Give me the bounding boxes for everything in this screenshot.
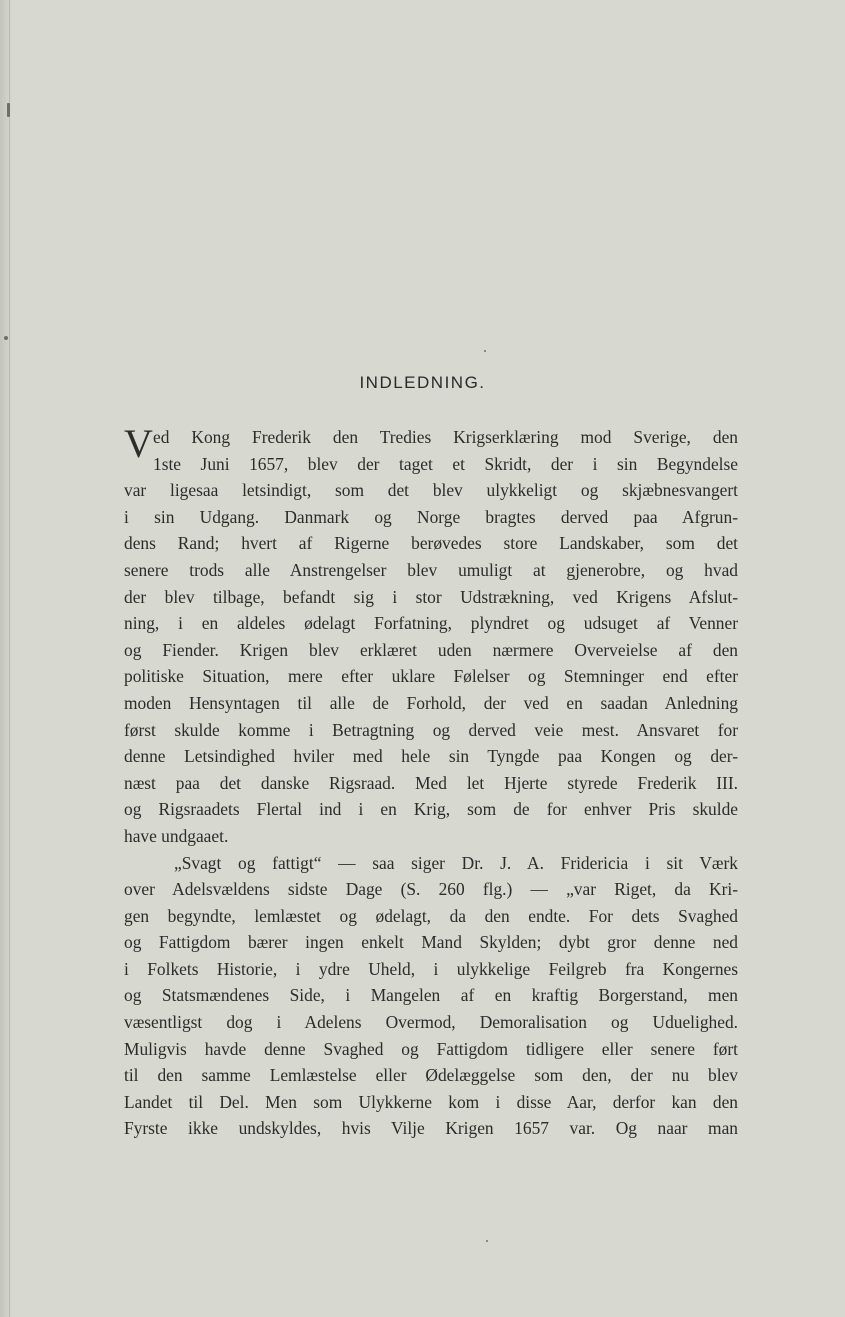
text-line: og Fattigdom bærer ingen enkelt Mand Skylden; dybt gror denne ned (124, 932, 738, 953)
text-line: til den samme Lemlæstelse eller Ødelæggelse som den, der nu blev (124, 1065, 738, 1086)
text-line: dens Rand; hvert af Rigerne berøvedes store Landskaber, som det (124, 533, 738, 554)
text-line: 1ste Juni 1657, blev der taget et Skridt, der i sin Begyndelse (153, 453, 738, 474)
text-line: senere trods alle Anstrengelser blev umuligt at gjenerobre, og hvad (124, 559, 738, 580)
text-line: over Adelsvældens sidste Dage (S. 260 flg.) — „var Riget, da Kri- (124, 879, 738, 900)
text-line: „Svagt og fattigt“ — saa siger Dr. J. A. Fridericia i sit Værk (174, 852, 738, 873)
text-line: i sin Udgang. Danmark og Norge bragtes derved paa Afgrun- (124, 506, 738, 527)
text-line: og Rigsraadets Flertal ind i en Krig, som de for enhver Pris skulde (124, 799, 738, 820)
paper-speck (4, 336, 8, 340)
text-line: moden Hensyntagen til alle de Forhold, der ved en saadan Anledning (124, 692, 738, 713)
page-edge (0, 0, 12, 1317)
drop-cap: V (124, 421, 153, 466)
text-line: var ligesaa letsindigt, som det blev ulykkeligt og skjæbnesvangert (124, 480, 738, 501)
text-line: næst paa det danske Rigsraad. Med let Hjerte styrede Frederik III. (124, 772, 738, 793)
text-line: væsentligst dog i Adelens Overmod, Demoralisation og Uduelighed. (124, 1012, 738, 1033)
text-line: og Fiender. Krigen blev erklæret uden nærmere Overveielse af den (124, 639, 738, 660)
text-line: ed Kong Frederik den Tredies Krigserklæring mod Sverige, den (153, 427, 738, 447)
paper-speck (7, 103, 10, 117)
text-line: denne Letsindighed hviler med hele sin Tyngde paa Kongen og der- (124, 746, 738, 767)
text-line: politiske Situation, mere efter uklare Følelser og Stemninger end efter (124, 666, 738, 687)
text-line: have undgaaet. (124, 825, 229, 846)
paper-speck (486, 1240, 488, 1242)
paper-speck (484, 350, 486, 352)
text-line: og Statsmændenes Side, i Mangelen af en kraftig Borgerstand, men (124, 985, 738, 1006)
text-line: Fyrste ikke undskyldes, hvis Vilje Krigen 1657 var. Og naar man (124, 1118, 738, 1139)
chapter-heading: INDLEDNING. (359, 373, 486, 392)
binding-edge-line (9, 0, 10, 1317)
text-line: Landet til Del. Men som Ulykkerne kom i disse Aar, derfor kan den (124, 1091, 738, 1112)
body-text (124, 421, 738, 1142)
text-line: ning, i en aldeles ødelagt Forfatning, plyndret og udsuget af Venner (124, 613, 738, 634)
text-line: gen begyndte, lemlæstet og ødelagt, da den endte. For dets Svaghed (124, 905, 738, 926)
text-line: i Folkets Historie, i ydre Uheld, i ulykkelige Feilgreb fra Kongernes (124, 958, 738, 979)
text-line: Muligvis havde denne Svaghed og Fattigdom tidligere eller senere ført (124, 1038, 738, 1059)
text-line: der blev tilbage, befandt sig i stor Udstrækning, ved Krigens Afslut- (124, 586, 738, 607)
text-line: først skulde komme i Betragtning og derved veie mest. Ansvaret for (124, 719, 738, 740)
